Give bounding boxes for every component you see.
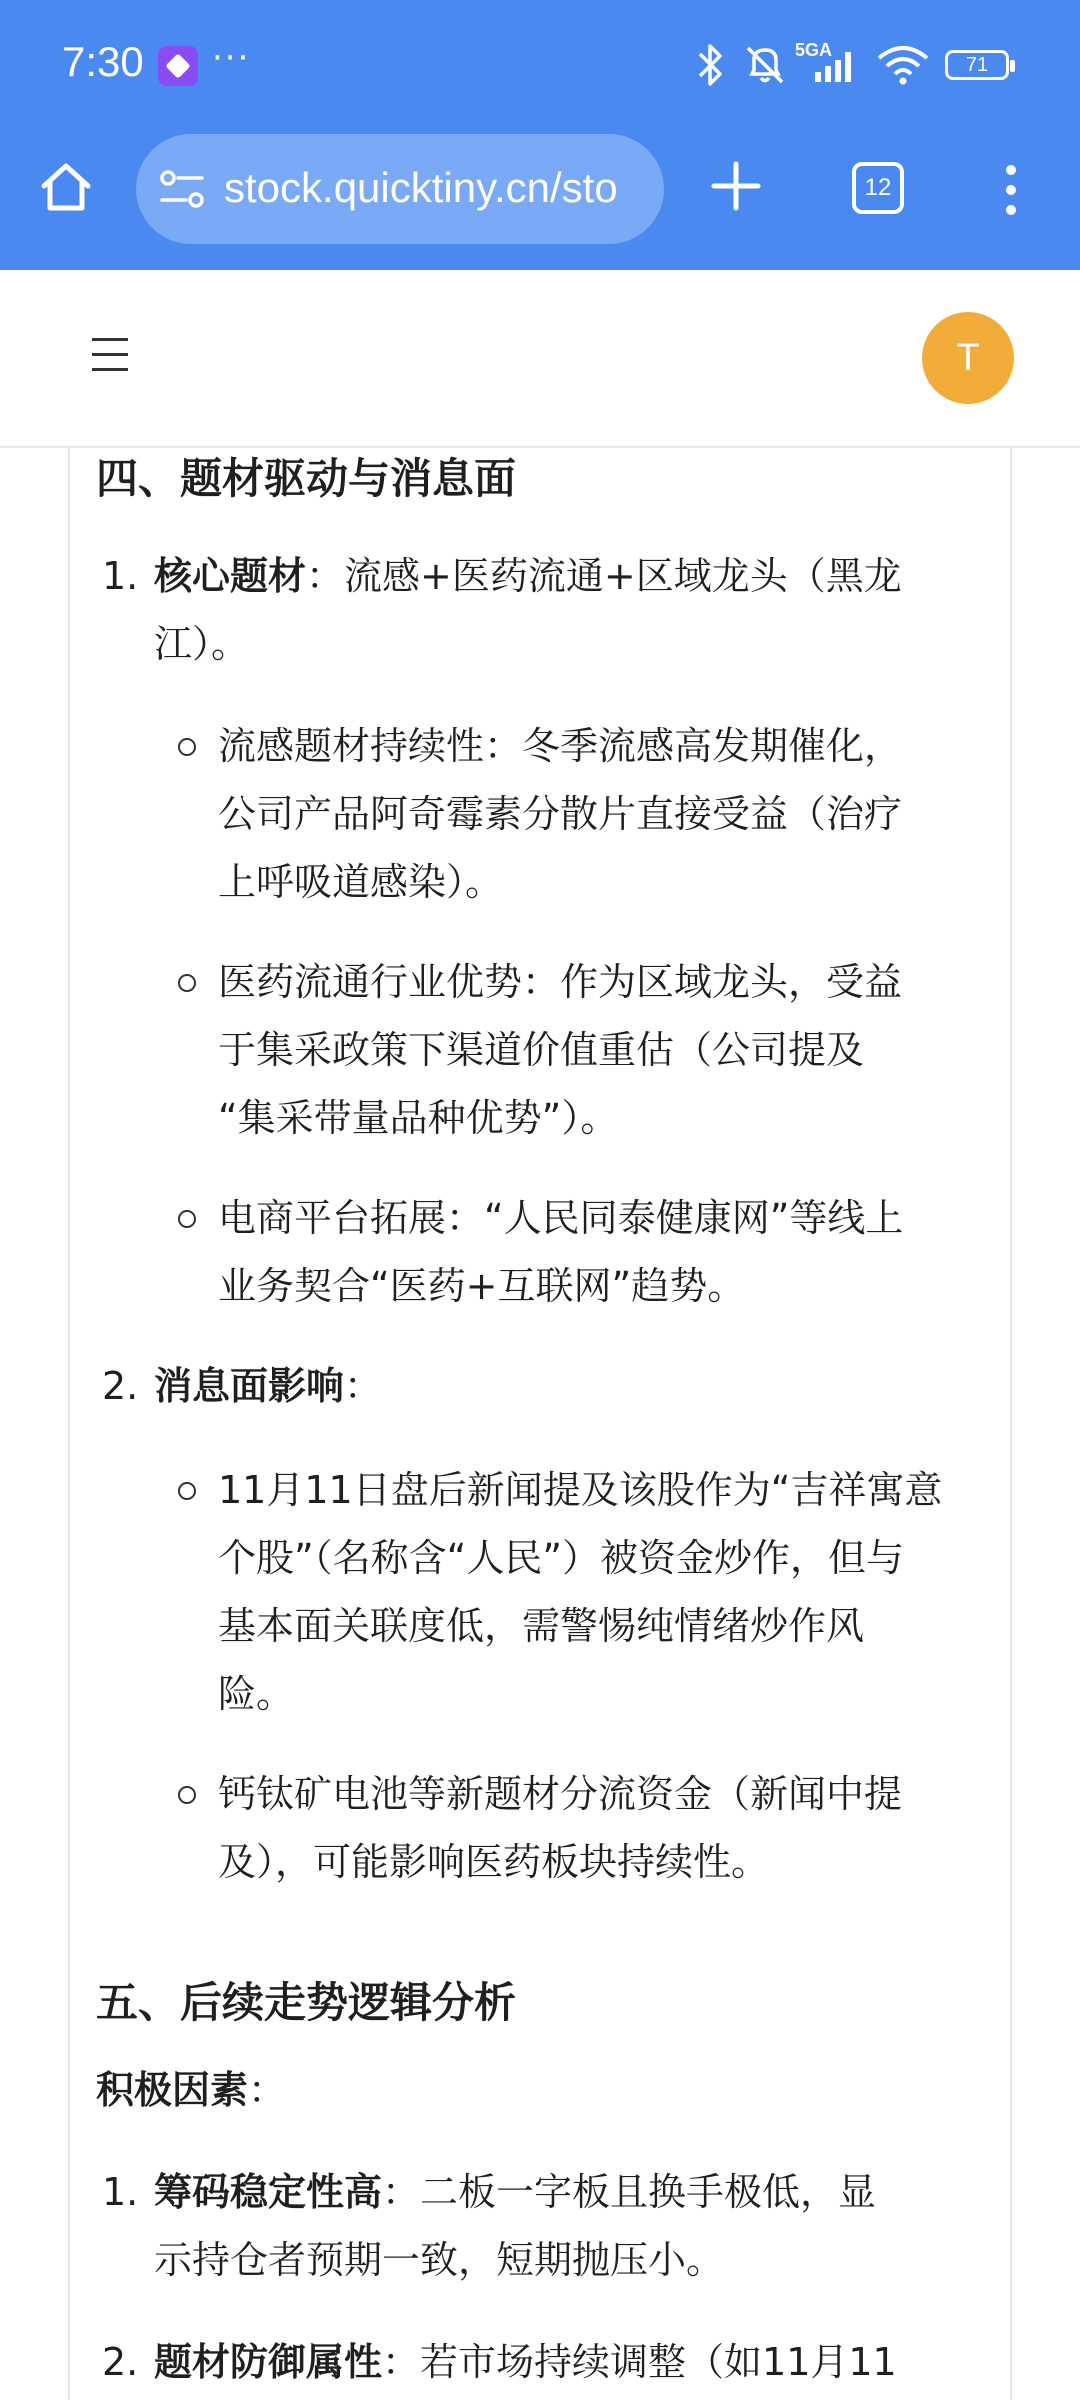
more-notifications-icon: ··· [212,38,251,78]
list-item-text: 示持仓者预期一致，短期抛压小。 [154,2238,725,2282]
bullet-marker [178,974,196,992]
site-settings-icon[interactable] [158,168,206,210]
list-number: 1. [102,2170,139,2214]
status-bar [0,0,1080,130]
more-menu-icon[interactable] [996,160,1026,220]
wifi-icon [875,40,931,90]
list-item-line [154,1352,382,1420]
app-header [0,270,1080,448]
bullet-text: “集采带量品种优势”）。 [218,1096,619,1140]
bullet-text: 业务契合“医药+互联网”趋势。 [218,1264,746,1308]
positive-factors-title: 积极因素 [96,2068,249,2112]
section-5-title: 五、后续走势逻辑分析 [96,1978,517,2027]
bullet-marker [178,1482,196,1500]
list-item-title: 筹码稳定性高 [154,2170,383,2214]
new-tab-icon[interactable] [708,158,764,214]
list-item-title: 消息面影响 [154,1364,345,1408]
bullet-text: 钙钛矿电池等新题材分流资金（新闻中提 [218,1772,903,1816]
positive-factors-label [96,2056,286,2124]
article-content [68,448,1012,2400]
list-item-line [154,542,902,610]
home-icon[interactable] [38,158,94,214]
list-item-line [154,2158,876,2226]
bullet-marker [178,738,196,756]
bullet-text: 险。 [218,1672,295,1716]
url-text[interactable]: stock.quicktiny.cn/sto [224,164,618,211]
address-bar[interactable] [136,134,664,244]
tab-switcher-button[interactable]: 12 [852,162,904,214]
section-4-title: 四、题材驱动与消息面 [96,454,517,503]
bullet-text: 及），可能影响医药板块持续性。 [218,1840,770,1884]
bullet-text: 公司产品阿奇霉素分散片直接受益（治疗 [218,792,903,836]
list-item-text: ：若市场持续调整（如11月11 [382,2340,897,2384]
bullet-text: 于集采政策下渠道价值重估（公司提及 [218,1028,865,1072]
bullet-text: 上呼吸道感染）。 [218,860,504,904]
list-number: 2. [102,2340,139,2384]
list-item-text: 江）。 [154,622,250,666]
mute-bell-icon [740,40,790,90]
bluetooth-icon [690,40,730,90]
list-item-line [154,2328,897,2396]
positive-factors-colon: ： [248,2068,287,2112]
list-item-text: ：流感+医药流通+区域龙头（黑龙 [306,554,902,598]
signal-5g-icon [795,40,865,90]
browser-chrome [0,0,1080,270]
bullet-text: 电商平台拓展：“人民同泰健康网”等线上 [218,1196,904,1240]
bullet-text: 个股”（名称含“人民”）被资金炒作，但与 [218,1536,905,1580]
bullet-marker [178,1786,196,1804]
status-time: 7:30 [62,38,144,85]
bullet-text: 流感题材持续性：冬季流感高发期催化， [218,724,903,768]
list-item-text: ： [344,1364,383,1408]
list-item-title: 核心题材 [154,554,307,598]
app-notification-icon [158,46,198,86]
list-item-text: ：二板一字板且换手极低，显 [382,2170,877,2214]
hamburger-menu-icon[interactable] [92,338,132,372]
bullet-text: 基本面关联度低，需警惕纯情绪炒作风 [218,1604,865,1648]
bullet-text: 11月11日盘后新闻提及该股作为“吉祥寓意 [218,1468,943,1512]
list-item-title: 题材防御属性 [154,2340,383,2384]
user-avatar[interactable]: T [922,312,1014,404]
list-number: 1. [102,554,139,598]
list-number: 2. [102,1364,139,1408]
svg-text:5GA: 5GA [795,40,833,60]
bullet-text: 医药流通行业优势：作为区域龙头，受益 [218,960,903,1004]
bullet-marker [178,1210,196,1228]
battery-indicator: 71 [945,50,1009,80]
